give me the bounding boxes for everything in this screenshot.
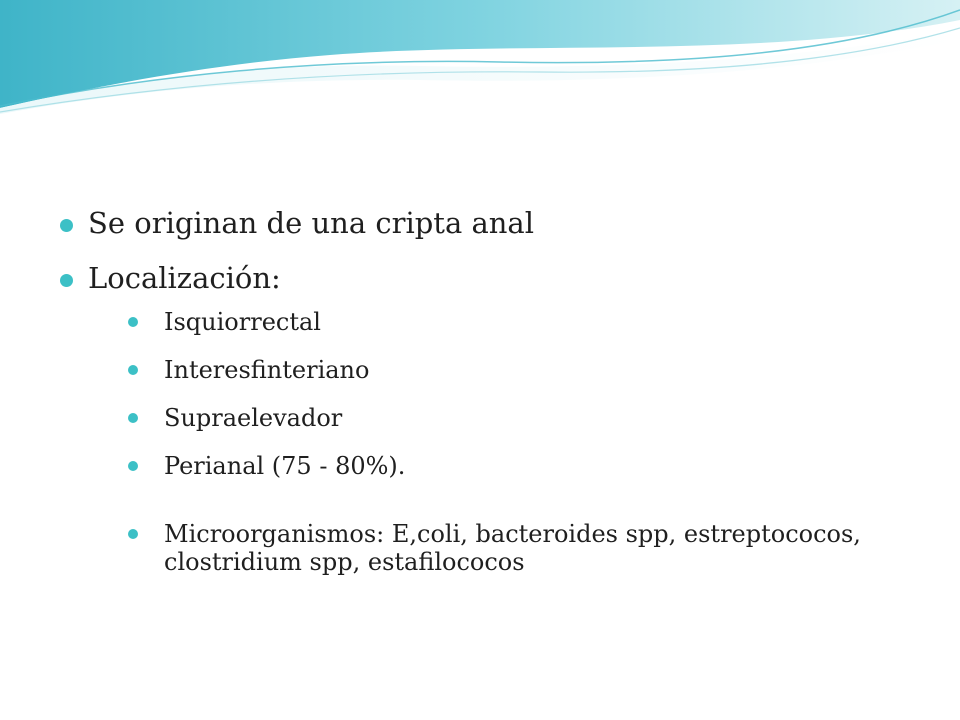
sub-bullet-text: Perianal (75 - 80%). xyxy=(164,452,406,480)
bullet-dot-icon xyxy=(60,219,73,232)
bullet-item-localizacion xyxy=(60,261,920,576)
sub-bullet-dot-icon xyxy=(128,529,138,539)
sub-bullet-text: Microorganismos: E,coli, bacteroides spp, estreptococos, clostridium spp, estafilococos xyxy=(164,520,861,576)
sub-bullet-item xyxy=(128,404,920,432)
sub-bullet-dot-icon xyxy=(128,461,138,471)
sub-bullet-item xyxy=(128,356,920,384)
bullet-text: Localización: xyxy=(88,261,281,295)
sub-bullet-list xyxy=(88,308,920,576)
sub-bullet-dot-icon xyxy=(128,365,138,375)
bullet-item-origin xyxy=(60,206,920,241)
bullet-list xyxy=(60,206,920,576)
sub-bullet-dot-icon xyxy=(128,413,138,423)
sub-bullet-text: Supraelevador xyxy=(164,404,343,432)
sub-bullet-item xyxy=(128,452,920,480)
sub-bullet-text: Isquiorrectal xyxy=(164,308,321,336)
header-wave-decoration xyxy=(0,0,960,120)
sub-bullet-item xyxy=(128,308,920,336)
slide-content xyxy=(60,206,920,596)
sub-bullet-dot-icon xyxy=(128,317,138,327)
bullet-text: Se originan de una cripta anal xyxy=(88,206,534,240)
bullet-dot-icon xyxy=(60,274,73,287)
sub-bullet-item-microorganisms xyxy=(128,520,920,576)
sub-bullet-text: Interesfinteriano xyxy=(164,356,370,384)
